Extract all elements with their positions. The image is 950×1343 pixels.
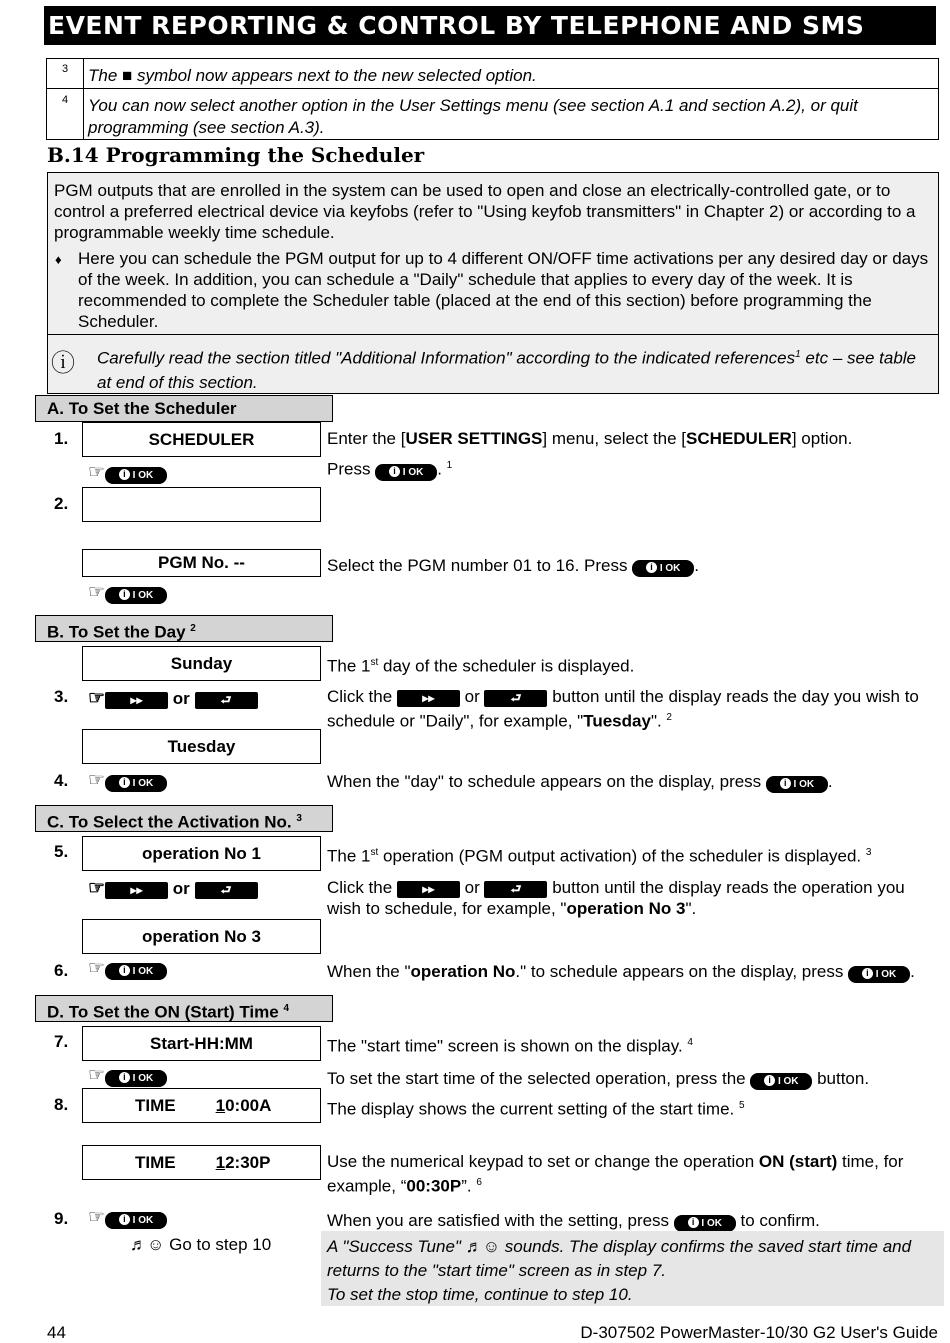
step-number: 4. — [54, 771, 69, 790]
lcd-display-pgm: PGM No. -- — [82, 549, 321, 577]
step1-press-text: Press i I OK . $^1$ — [327, 459, 453, 479]
pointing-hand-icon: ☞ — [88, 462, 106, 483]
hand-ok-group — [88, 583, 167, 604]
page-number: 44 — [47, 1323, 66, 1342]
step8-text: The display shows the current setting of the start time. $^5$ — [327, 1099, 745, 1119]
pointing-hand-icon: ☞ — [88, 582, 106, 603]
bullet-icon: ♦ — [55, 252, 62, 267]
step9-text: When you are satisfied with the setting, press i I OK to confirm. — [327, 1211, 820, 1230]
step5-text: The 1st operation (PGM output activation) of the scheduler is displayed. $^3$ — [327, 846, 872, 866]
intro-box — [47, 172, 939, 394]
hand-ok-group — [88, 959, 167, 980]
step-number: 3. — [54, 687, 69, 706]
hand-arrows-group: ☞ ▸▸ or ⮐ — [88, 879, 258, 899]
subsection-a-title: A. To Set the Scheduler — [35, 395, 333, 422]
subsection-c-title: C. To Select the Activation No. $^3$ — [35, 805, 333, 832]
step5-click-text: Click the ▸▸ or ⮐ button until the display reads the operation you wish to schedule, for example, "operation No 3". — [327, 878, 905, 918]
row-text: You can now select another option in the User Settings menu (see section A.1 and section A.2), or quit programming (see section A.3). — [88, 96, 858, 137]
ok-button[interactable]: i I OK — [674, 1215, 736, 1232]
subsection-d-title: D. To Set the ON (Start) Time $^4$ — [35, 995, 333, 1022]
subsection-b-title: B. To Set the Day $^2$ — [35, 615, 333, 642]
pointing-hand-icon: ☞ — [88, 958, 106, 979]
next-button[interactable]: ▸▸ — [105, 692, 168, 709]
ok-button[interactable]: i I OK — [105, 775, 167, 792]
step-number: 1. — [54, 429, 69, 448]
section-title: B.14 Programming the Scheduler — [47, 143, 425, 167]
step8-keypad-text: Use the numerical keypad to set or change the operation ON (start) time, for example, “00:30P”. $^6$ — [327, 1152, 904, 1196]
day-text: The 1st day of the scheduler is displayed. — [327, 656, 635, 676]
document-id: D-307502 PowerMaster-10/30 G2 User's Guide — [580, 1323, 938, 1342]
step7-text: The "start time" screen is shown on the display. $^4$ — [327, 1036, 693, 1056]
ok-button[interactable]: i I OK — [632, 560, 694, 577]
intro-bullet: Here you can schedule the PGM output for up to 4 different ON/OFF time activations per any desired day or days of the week. In addition, you can schedule a "Daily" schedule that applies to every day of the week. It is recommended to complete the Scheduler table (placed at the end of this section) before programming the Scheduler. — [78, 249, 929, 331]
hand-arrows-group: ☞ ▸▸ or ⮐ — [88, 689, 258, 709]
ok-button[interactable]: i I OK — [105, 587, 167, 604]
ok-button[interactable]: i I OK — [105, 1212, 167, 1229]
ok-button[interactable]: i I OK — [766, 776, 828, 793]
hand-ok-group — [88, 1066, 167, 1087]
lcd-display-scheduler: SCHEDULER — [82, 422, 321, 457]
pointing-hand-icon: ☞ — [88, 688, 106, 709]
pointing-hand-icon: ☞ — [88, 770, 106, 791]
step6-text: When the "operation No." to schedule appears on the display, press i I OK . — [327, 962, 915, 981]
ok-button[interactable]: i I OK — [750, 1073, 812, 1090]
ok-button[interactable]: i I OK — [105, 963, 167, 980]
back-button[interactable]: ⮐ — [195, 882, 258, 899]
back-button[interactable]: ⮐ — [195, 692, 258, 709]
lcd-display-sunday: Sunday — [82, 646, 321, 681]
note-tail: etc – see table at end of this section. — [97, 348, 917, 392]
step2-text: Select the PGM number 01 to 16. Press i I OK . — [327, 556, 699, 575]
next-button[interactable]: ▸▸ — [397, 881, 460, 898]
step-number: 5. — [54, 842, 69, 861]
lcd-display-blank — [82, 487, 321, 522]
step4-text: When the "day" to schedule appears on the display, press i I OK . — [327, 772, 833, 791]
step7-press-text: To set the start time of the selected operation, press the i I OK button. — [327, 1069, 870, 1088]
lcd-display-operation-1: operation No 1 — [82, 836, 321, 871]
step-number: 2. — [54, 494, 69, 513]
pointing-hand-icon: ☞ — [88, 1065, 106, 1086]
next-button[interactable]: ▸▸ — [105, 882, 168, 899]
ok-button[interactable]: i I OK — [848, 966, 910, 983]
note-sup: 1 — [795, 349, 801, 360]
intro-paragraph: PGM outputs that are enrolled in the system can be used to open and close an electrically-controlled gate, or to control a preferred electrical device via keyfobs (refer to "Using keyfob transmitters" in Chapter 2) or according to a programmable weekly time schedule. — [54, 181, 916, 242]
step3-text: Click the ▸▸ or ⮐ button until the display reads the day you wish to schedule or "Daily", for example, "Tuesday". $^2$ — [327, 687, 919, 731]
step-number: 8. — [54, 1095, 69, 1114]
goto-step-10: ♬☺ Go to step 10 — [130, 1235, 272, 1254]
hand-ok-group — [88, 771, 167, 792]
step-number: 7. — [54, 1032, 69, 1051]
row-text: The ■ symbol now appears next to the new selected option. — [88, 66, 537, 85]
pointing-hand-icon: ☞ — [88, 1207, 106, 1228]
back-button[interactable]: ⮐ — [484, 881, 547, 898]
table-row — [47, 89, 938, 139]
top-table — [46, 58, 939, 140]
hand-ok-group — [88, 463, 167, 484]
step-number: 6. — [54, 961, 69, 980]
hand-ok-group — [88, 1208, 167, 1229]
row-number: 4 — [62, 94, 69, 106]
success-tune-icon: ♬☺ — [130, 1235, 165, 1254]
intro-note — [97, 343, 927, 395]
back-button[interactable]: ⮐ — [484, 690, 547, 707]
ok-button[interactable]: i I OK — [375, 464, 437, 481]
lcd-display-time-10: TIME 10:00A — [82, 1088, 321, 1123]
ok-button[interactable]: i I OK — [105, 467, 167, 484]
row-number: 3 — [62, 63, 69, 75]
lcd-display-time-12: TIME 12:30P — [82, 1145, 321, 1180]
step-number: 9. — [54, 1209, 69, 1228]
step9-note-box: A "Success Tune" ♬☺ sounds. The display confirms the saved start time and returns to the "start time" screen as in step 7. To set the stop time, continue to step 10. — [321, 1231, 944, 1306]
page-header-title: EVENT REPORTING & CONTROL BY TELEPHONE AND SMS — [44, 6, 936, 45]
table-row — [47, 59, 938, 89]
lcd-display-start-time: Start-HH:MM — [82, 1026, 321, 1061]
pointing-hand-icon: ☞ — [88, 878, 106, 899]
info-icon: ⓘ — [51, 350, 75, 377]
ok-button[interactable]: i I OK — [105, 1070, 167, 1087]
lcd-display-operation-3: operation No 3 — [82, 919, 321, 954]
step1-text: Enter the [USER SETTINGS] menu, select the [SCHEDULER] option. — [327, 429, 853, 448]
lcd-display-tuesday: Tuesday — [82, 729, 321, 764]
success-tune-icon: ♬☺ — [465, 1237, 501, 1256]
next-button[interactable]: ▸▸ — [397, 690, 460, 707]
note-text: Carefully read the section titled "Additional Information" according to the indicated references — [97, 348, 796, 368]
